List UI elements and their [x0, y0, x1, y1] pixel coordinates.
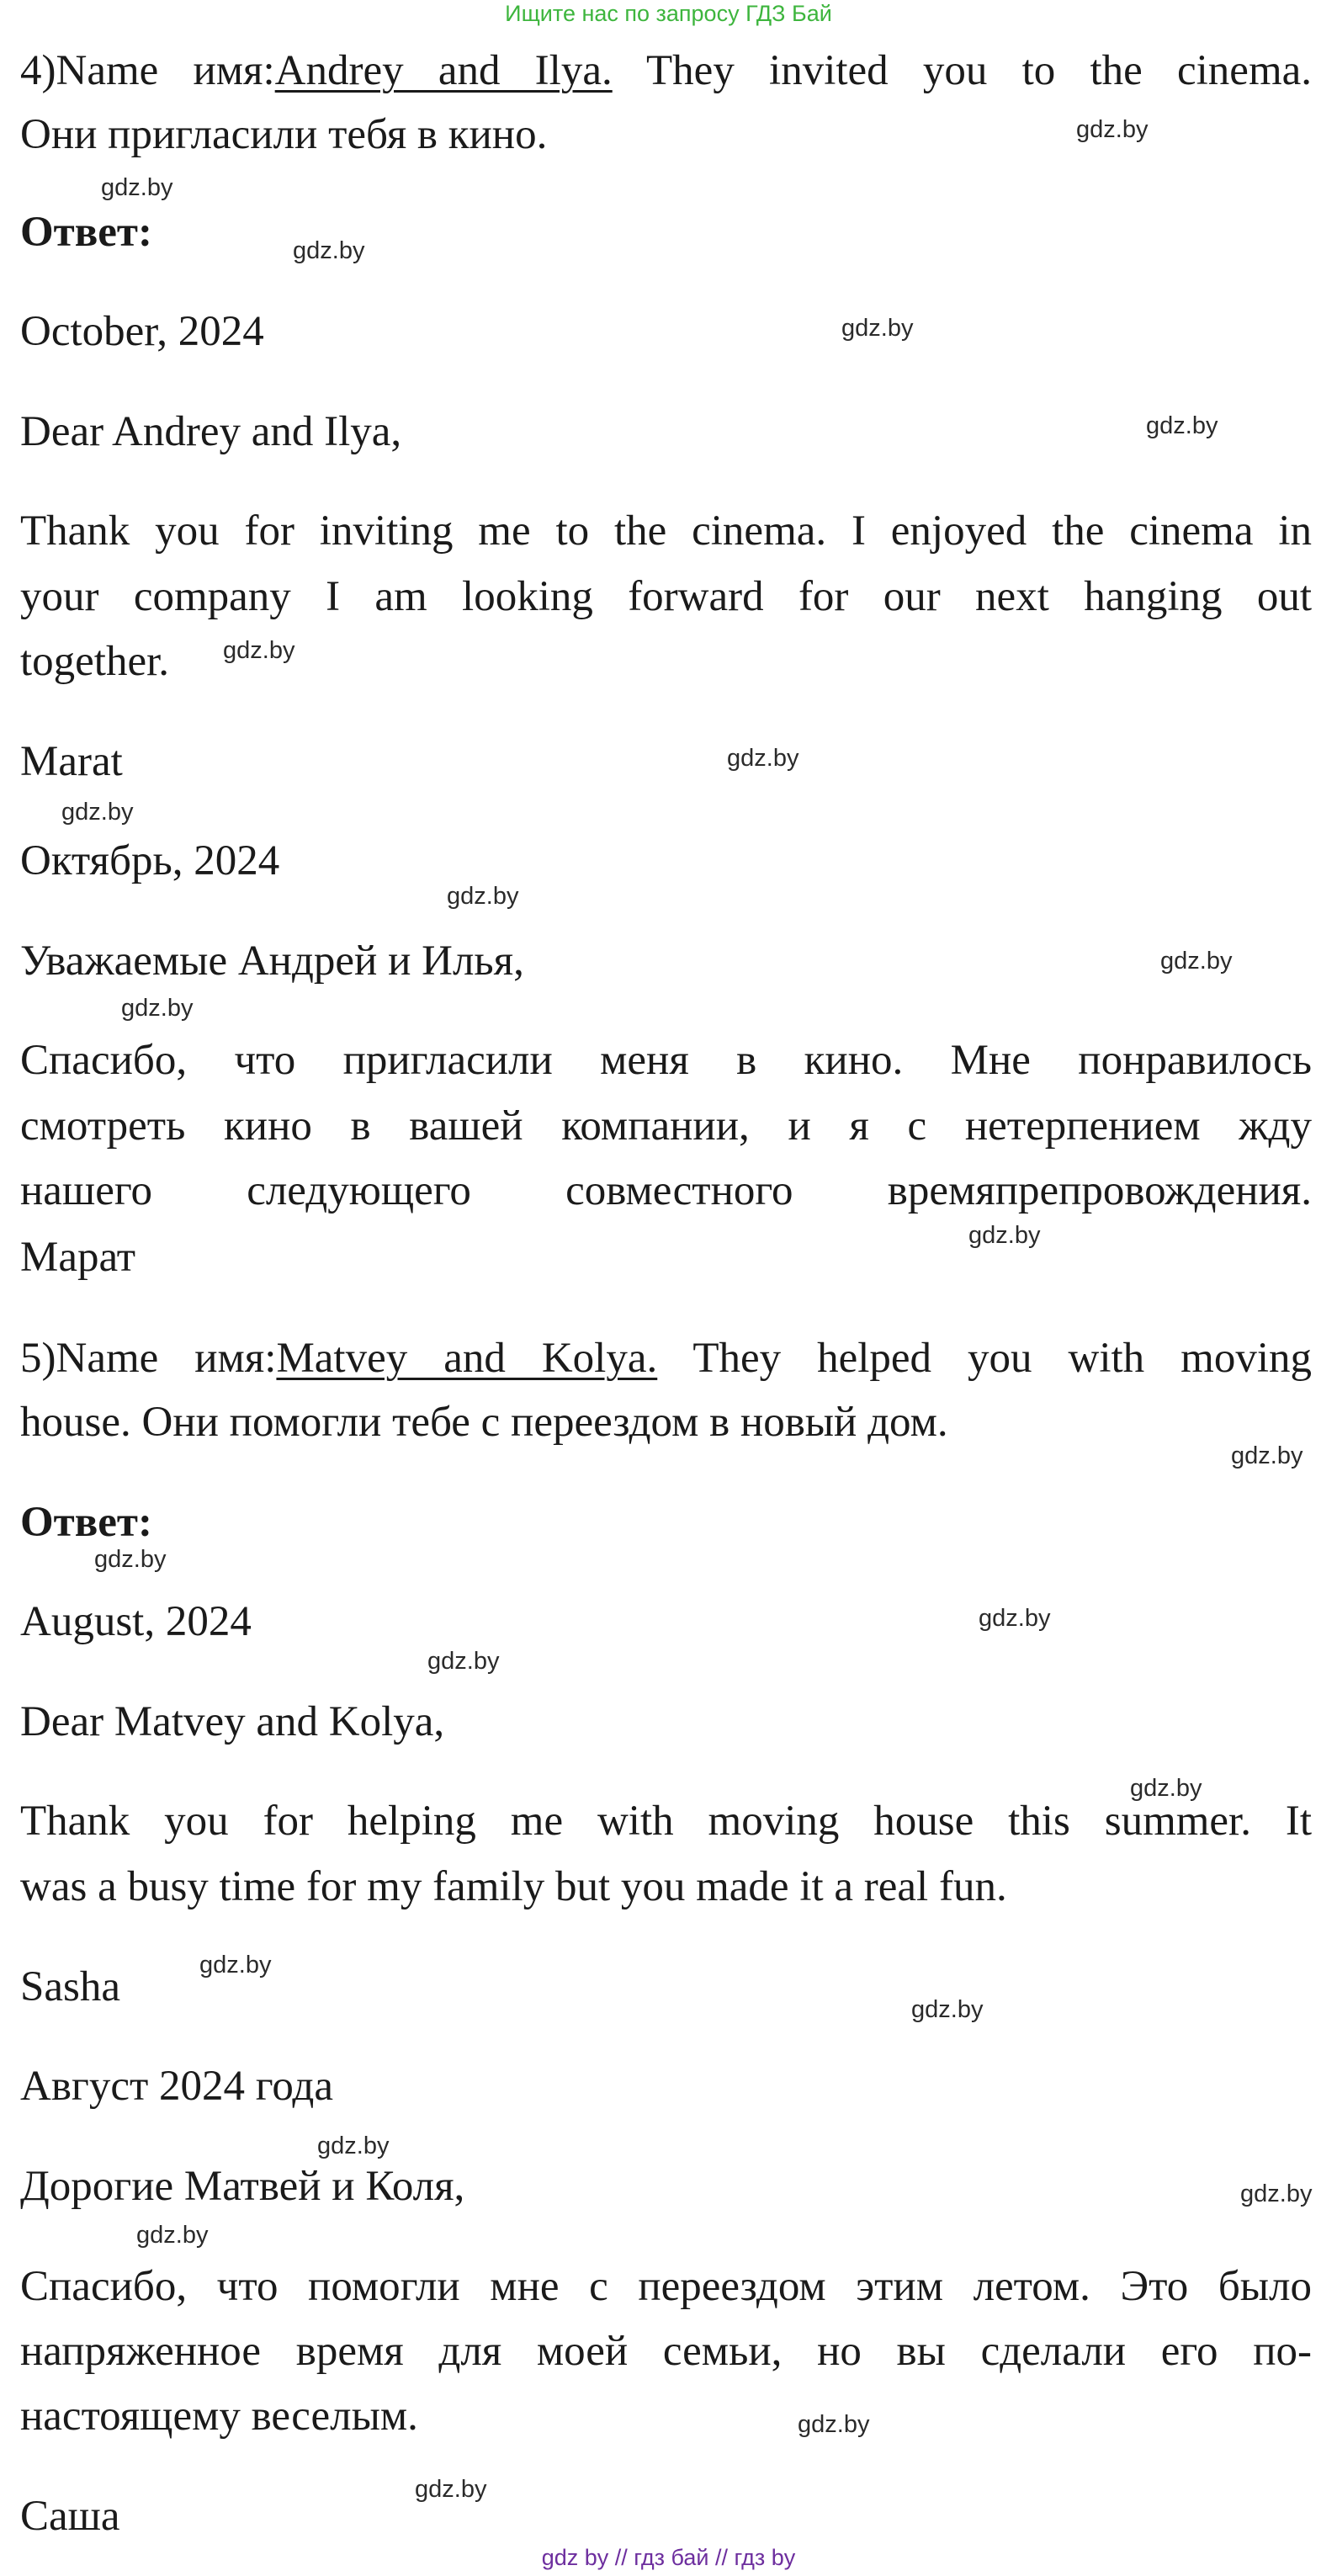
task5-ru-body-line: напряженное время для моей семьи, но вы сделали его по- — [20, 2328, 1312, 2375]
watermark: gdz.by — [911, 1996, 984, 2023]
task5-ru-body-line: настоящему веселым. — [20, 2393, 418, 2440]
task4-ru-signature: Марат — [20, 1234, 136, 1281]
watermark: gdz.by — [317, 2133, 390, 2159]
watermark: gdz.by — [727, 745, 799, 772]
task5-en-greeting: Dear Matvey and Kolya, — [20, 1698, 445, 1745]
watermark: gdz.by — [427, 1648, 500, 1675]
watermark: gdz.by — [1146, 412, 1218, 439]
task4-en-signature: Marat — [20, 738, 123, 785]
task4-en-date: October, 2024 — [20, 308, 264, 355]
watermark: gdz.by — [199, 1952, 272, 1978]
task4-ru-body-line: смотреть кино в вашей компании, и я с нетерпением жду — [20, 1102, 1312, 1150]
watermark: gdz.by — [1130, 1775, 1202, 1802]
watermark: gdz.by — [968, 1222, 1041, 1249]
task5-ru-signature: Саша — [20, 2493, 120, 2540]
task4-names: Andrey and Ilya. — [274, 47, 613, 94]
task5-translation: house. Они помогли тебе с переездом в новый дом. — [20, 1399, 948, 1446]
task5-description: They helped you with moving — [692, 1335, 1312, 1382]
task4-prefix: 4)Name имя: — [20, 47, 275, 94]
watermark: gdz.by — [1160, 948, 1233, 975]
watermark: gdz.by — [841, 315, 914, 342]
task4-ru-date: Октябрь, 2024 — [20, 837, 280, 884]
watermark: gdz.by — [121, 995, 194, 1022]
task4-ru-greeting: Уважаемые Андрей и Илья, — [20, 937, 524, 985]
task5-en-signature: Sasha — [20, 1963, 120, 2010]
watermark: gdz.by — [223, 637, 295, 664]
task4-title-line — [20, 45, 1312, 96]
task5-en-body-line: was a busy time for my family but you made it a real fun. — [20, 1863, 1007, 1910]
task4-ru-body-line: нашего следующего совместного времяпрепровождения. — [20, 1167, 1312, 1214]
footer-links[interactable]: gdz by // гдз бай // гдз by — [541, 2545, 796, 2570]
task5-prefix: 5)Name имя: — [20, 1335, 277, 1382]
watermark: gdz.by — [1076, 116, 1149, 143]
task4-en-body-line: Thank you for inviting me to the cinema. I enjoyed the cinema in — [20, 507, 1312, 555]
task5-en-date: August, 2024 — [20, 1598, 252, 1645]
task4-description: They invited you to the cinema. — [646, 47, 1312, 94]
task4-en-body-line: together. — [20, 638, 170, 685]
task4-ru-body-line: Спасибо, что пригласили меня в кино. Мне понравилось — [20, 1037, 1312, 1084]
watermark: gdz.by — [293, 237, 365, 264]
task5-ru-body-line: Спасибо, что помогли мне с переездом этим летом. Это было — [20, 2263, 1312, 2310]
task5-answer-label: Ответ: — [20, 1499, 152, 1546]
task5-en-body-line: Thank you for helping me with moving house this summer. It — [20, 1798, 1312, 1845]
task4-en-greeting: Dear Andrey and Ilya, — [20, 408, 402, 455]
watermark: gdz.by — [798, 2411, 870, 2438]
watermark: gdz.by — [136, 2222, 209, 2249]
watermark: gdz.by — [1231, 1442, 1303, 1469]
task5-names: Matvey and Kolya. — [276, 1335, 658, 1382]
watermark: gdz.by — [415, 2476, 487, 2503]
task4-answer-label: Ответ: — [20, 209, 152, 256]
watermark: gdz.by — [447, 883, 519, 910]
top-banner[interactable]: Ищите нас по запросу ГДЗ Бай — [505, 1, 832, 26]
task5-title-line — [20, 1333, 1312, 1384]
watermark: gdz.by — [979, 1605, 1051, 1632]
watermark: gdz.by — [94, 1546, 167, 1573]
task4-translation: Они пригласили тебя в кино. — [20, 111, 548, 158]
task4-en-body-line: your company I am looking forward for our next hanging out — [20, 573, 1312, 620]
watermark: gdz.by — [61, 799, 134, 826]
task5-ru-date: Август 2024 года — [20, 2063, 334, 2110]
watermark: gdz.by — [101, 174, 173, 201]
task5-ru-greeting: Дорогие Матвей и Коля, — [20, 2163, 465, 2210]
watermark: gdz.by — [1240, 2180, 1313, 2207]
